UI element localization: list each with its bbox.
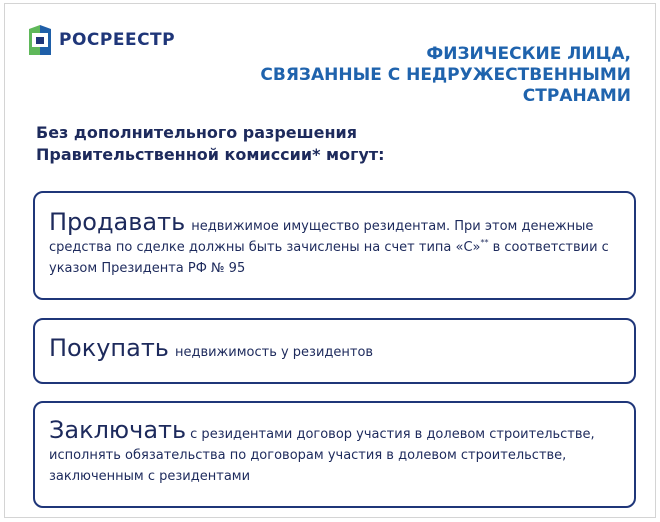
buy-card xyxy=(33,318,636,384)
intro-line: Без дополнительного разрешения xyxy=(36,123,358,142)
contract-card xyxy=(33,401,636,508)
buy-text xyxy=(49,334,622,363)
sell-description-tail: в соответствии с указом Президента РФ № 95 xyxy=(49,240,609,276)
footnote-marker: ** xyxy=(480,238,489,247)
sell-description: недвижимое имущество резидентам. При этом денежные средства по сделке должны быть зачислены на счет типа «С» xyxy=(49,219,594,255)
sell-text xyxy=(49,208,622,279)
contract-text xyxy=(49,416,622,487)
intro-text xyxy=(36,122,456,166)
page-title xyxy=(211,44,631,107)
title-line: СВЯЗАННЫЕ С НЕДРУЖЕСТВЕННЫМИ xyxy=(260,65,631,85)
rosreestr-emblem-icon xyxy=(27,24,53,56)
contract-description: с резидентами договор участия в долевом строительстве, исполнять обязательства по договорам участия в долевом строительстве, заключенным с резидентами xyxy=(49,427,595,484)
contract-verb: Заключать xyxy=(49,416,187,444)
brand-logo xyxy=(27,23,175,57)
sell-verb: Продавать xyxy=(49,208,186,236)
buy-description: недвижимость у резидентов xyxy=(174,345,374,360)
logo-text: РОСРЕЕСТР xyxy=(59,30,176,50)
title-line: ФИЗИЧЕСКИЕ ЛИЦА, xyxy=(426,44,631,64)
title-line: СТРАНАМИ xyxy=(522,86,631,106)
sell-card xyxy=(33,191,636,300)
intro-line: Правительственной комиссии* могут: xyxy=(36,145,385,164)
slide-frame xyxy=(4,3,656,518)
buy-verb: Покупать xyxy=(49,334,169,362)
